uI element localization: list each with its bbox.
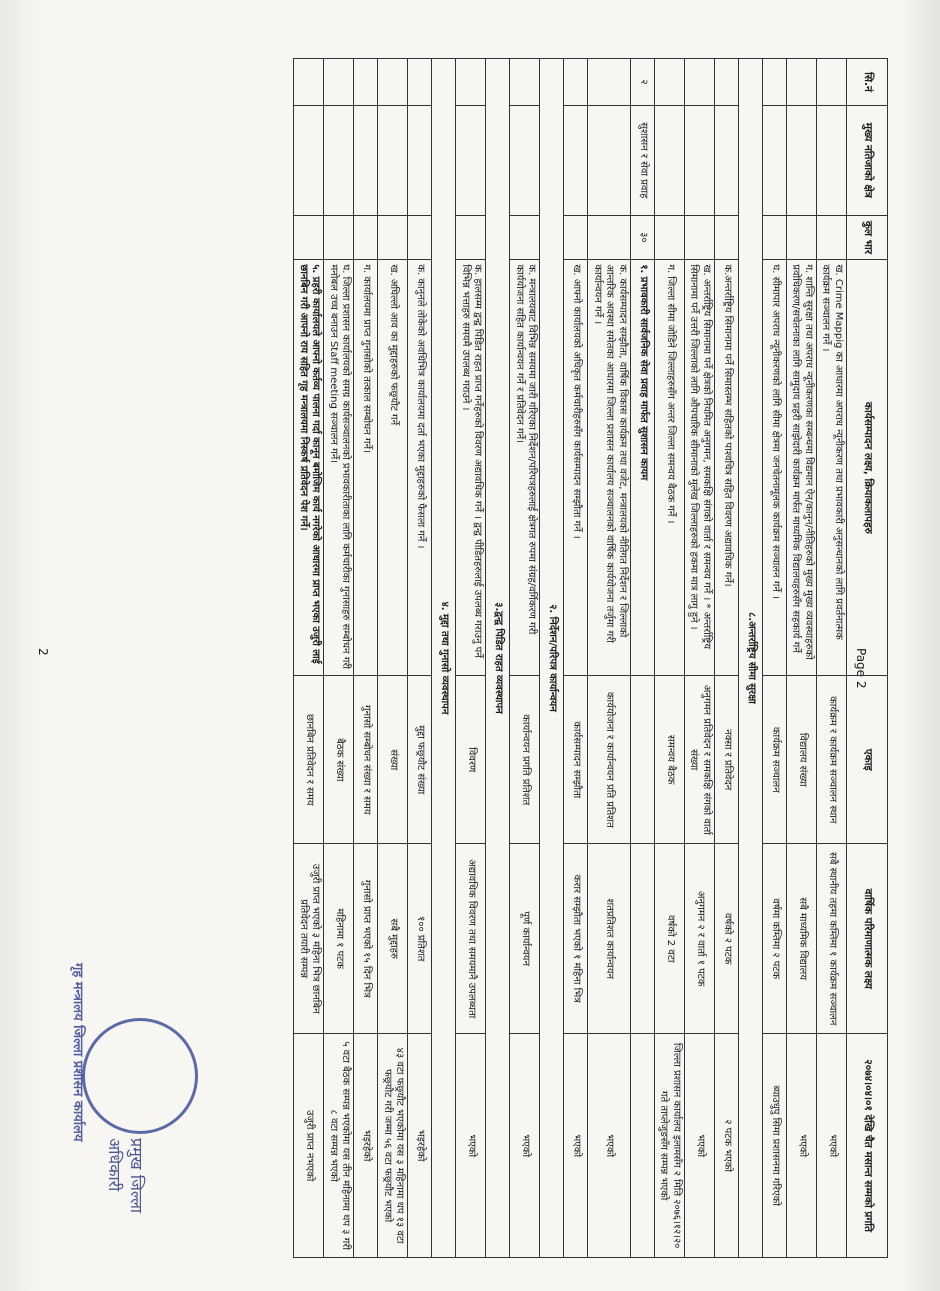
cell-target: महिनामा १ पटक (324, 844, 354, 1034)
header-unit: एकाइ (847, 676, 888, 844)
cell-progress: भएको (510, 1034, 540, 1258)
table-header-row (847, 59, 888, 1258)
cell-progress: भएको (685, 1034, 715, 1258)
cell-activity: क. हालसम्म द्वन्द्व पिडित राहत प्राप्त गर्नेहरुको विवरण अद्यावधिक गर्ने । द्वन्द्व पीडितहरुलाई उपलब्ध गराउनु पर्ने विभिन्न भत्ताहरु समयमै उपलब्ध गराउने । (456, 260, 486, 676)
cell-target: वर्षमा कम्तिमा २ पटक (763, 844, 787, 1034)
cell-unit: संख्या (378, 676, 408, 844)
cell-target: पूर्ण कार्यान्वयन (510, 844, 540, 1034)
cell-activity: ग. कार्यालयमा प्राप्त गुनासोको तत्काल सम्बोधन गर्ने। (354, 260, 378, 676)
header-sn: सि.नं (847, 59, 888, 106)
progress-table (294, 58, 889, 1258)
cell-target: सबै माध्यमिक विद्यालय (787, 844, 817, 1034)
cell-activity: क. कानुनले तोकेको अवधिभित्र कार्यालयमा दर्ता भएका मुद्दाहरुको फैसला गर्ने । (408, 260, 432, 676)
cell-weight (715, 215, 739, 260)
cell-weight (408, 215, 432, 260)
table-row (715, 59, 739, 1258)
cell-area (354, 105, 378, 215)
cell-weight (456, 215, 486, 260)
section-heading: २. निर्देशन/परिपत्र कार्यान्वयन (540, 59, 564, 1258)
cell-activity: १. प्रभावकारी सार्वजनिक सेवा प्रवाह मार्फत सुशासन कायम (631, 260, 655, 676)
table-row (324, 59, 354, 1258)
cell-progress (631, 1034, 655, 1258)
cell-area (564, 105, 588, 215)
cell-unit: विद्यालय संख्या (787, 676, 817, 844)
cell-activity: क.अन्तर्राष्ट्रिय सिमानामा पर्ने सिमास्तम्भ सहितको पाश्वचित्र सहित विवरण अद्यावधिक गर्ने। (715, 260, 739, 676)
table-row (294, 59, 324, 1258)
cell-activity: ख. Crime Mappig का आधारमा अपराध न्यूनीकरण तथा प्रभावकारी अनुसन्धानको लागि प्रवर्तनात्मक कार्यक्रम सञ्चालन गर्ने । (817, 260, 847, 676)
cell-sn (324, 59, 354, 106)
table-row (739, 59, 763, 1258)
cell-target (631, 844, 655, 1034)
cell-progress: भएको (564, 1034, 588, 1258)
cell-sn (378, 59, 408, 106)
cell-unit: विवरण (456, 676, 486, 844)
cell-weight (763, 215, 787, 260)
cell-area (787, 105, 817, 215)
table-row (486, 59, 510, 1258)
page-footer: Page 2 (854, 648, 868, 689)
cell-unit: कार्ययोजना र कार्यान्वयन प्रति प्रतिशत (588, 676, 631, 844)
cell-area (510, 105, 540, 215)
cell-area (294, 105, 324, 215)
cell-sn (354, 59, 378, 106)
cell-progress: भएको (817, 1034, 847, 1258)
cell-sn (588, 59, 631, 106)
cell-weight (685, 215, 715, 260)
cell-target: शतप्रतिशत कार्यान्वयन (588, 844, 631, 1034)
cell-weight (294, 215, 324, 260)
cell-unit: कार्यसम्पादन सम्झौता (564, 676, 588, 844)
cell-activity: घ. सीमापार अपराध न्यूनीकरणको लागि सीमा क्षेत्रमा जनचेतनामूलक कार्यक्रम सञ्चालन गर्ने । (763, 260, 787, 676)
cell-activity: ग. शान्ति सुरक्षा तथा अपराध न्यूनीकरणका सम्बन्धमा विद्यमान ऐन/कानुन/नीतिहरुको मुख्य मुख्य व्यवस्थाहरुको प्रवोधिकरण/सचेतनाका लागि सामुदाय प्रहरी साझेदारी कार्यक्रम मार्फत माध्यमिक विद्यालयहरुसँग सहकार्य गर्ने (787, 260, 817, 676)
signature: प्रमुख जिल्ला अधिकारी (105, 1138, 146, 1214)
cell-sn (456, 59, 486, 106)
table-row (354, 59, 378, 1258)
header-weight: कुल भार (847, 215, 888, 260)
stamp-text: गृह मन्त्रालय जिल्ला प्रशासन कार्यालय (70, 963, 85, 1142)
cell-progress: भएको (588, 1034, 631, 1258)
cell-progress: भएको (456, 1034, 486, 1258)
cell-area (817, 105, 847, 215)
cell-weight (324, 215, 354, 260)
cell-sn (294, 59, 324, 106)
section-heading: ४. मुद्दा तथा गुनासो व्यवस्थापन (432, 59, 456, 1258)
section-heading: ८.अन्तर्राष्ट्रिय सीमा सुरक्षा (739, 59, 763, 1258)
cell-sn (715, 59, 739, 106)
cell-sn (685, 59, 715, 106)
cell-progress: २ पटक भएको (715, 1034, 739, 1258)
table-row (378, 59, 408, 1258)
table-row (655, 59, 685, 1258)
cell-progress: भएको (787, 1034, 817, 1258)
cell-unit: समन्वय बैठक (655, 676, 685, 844)
table-row (685, 59, 715, 1258)
cell-progress: भइरहेको (354, 1034, 378, 1258)
cell-target: १०० प्रतिशत (408, 844, 432, 1034)
cell-area (378, 105, 408, 215)
table-row (510, 59, 540, 1258)
table-row (564, 59, 588, 1258)
section-heading: ३.द्वन्द्व पिडित राहत व्यवस्थापन (486, 59, 510, 1258)
cell-area (456, 105, 486, 215)
cell-activity: ख. अघिल्लो आव का मुद्दाहरुको फछ्र्यौट गर्ने (378, 260, 408, 676)
cell-weight (588, 215, 631, 260)
cell-weight: ३० (631, 215, 655, 260)
cell-progress: भइरहेको (408, 1034, 432, 1258)
cell-area (685, 105, 715, 215)
cell-unit: कार्यान्वयन प्रगति प्रतिशत (510, 676, 540, 844)
cell-target: उजुरी प्राप्त भएको ३ महिना भित्र छानबिन प्रतिवेदन तयारी सम्पन्न (294, 844, 324, 1034)
cell-weight (787, 215, 817, 260)
cell-progress: ५ वटा बैठक सम्पन्न भएकोमा यस तीन महिनामा थप ३ गरी ८ वटा सम्पन्न भएको (324, 1034, 354, 1258)
cell-unit: मुद्दा फछ्र्यौट संख्या (408, 676, 432, 844)
cell-activity: ग. जिल्ला सीमा जोडिने जिल्लाहरुसँग अन्तर जिल्ला समन्वय बैठक गर्ने । (655, 260, 685, 676)
cell-target: गुनासो प्राप्त भएको १५ दिन भित्र (354, 844, 378, 1034)
header-target: वार्षिक परिमाणात्मक लक्ष्य (847, 844, 888, 1034)
cell-target: सबै मुद्दाहरु (378, 844, 408, 1034)
cell-area (588, 105, 631, 215)
cell-area: सुशासन र सेवा प्रवाह (631, 105, 655, 215)
cell-progress: उजुरी प्राप्त नभएको (294, 1034, 324, 1258)
table-row (787, 59, 817, 1258)
cell-unit: नक्सा र प्रतिवेदन (715, 676, 739, 844)
cell-weight (817, 215, 847, 260)
cell-target: अनुगमन २ र वार्ता १ पटक (685, 844, 715, 1034)
cell-target: वर्षको २ पटक (715, 844, 739, 1034)
cell-weight (354, 215, 378, 260)
office-stamp (82, 1018, 198, 1134)
header-progress: २०७४।०४।०१ देखि चैत मसान्त सम्मको प्रगति (847, 1034, 888, 1258)
cell-progress: ब्याउधुपु सिमा प्रशासनमा गरिएको (763, 1034, 787, 1258)
cell-sn (408, 59, 432, 106)
page-number: 2 (36, 648, 50, 656)
table-row (432, 59, 456, 1258)
header-activity: कार्यसम्पादन लक्ष्य, क्रियाकलापहरु (847, 260, 888, 676)
cell-sn (763, 59, 787, 106)
cell-progress: जिल्ला प्रशासन कार्यालय इलामसँग २ मिति २०७६।१२।२० गते ताप्लेजुङसँग सम्पन्न भएको (655, 1034, 685, 1258)
cell-area (763, 105, 787, 215)
cell-unit: गुनासो सम्बोधन संख्या र समय (354, 676, 378, 844)
cell-target: अद्यावधिक विवरण तथा समयमानै उपलब्धता (456, 844, 486, 1034)
cell-progress: ४३ वटा फछ्र्यौट भएकोमा यस ३ महिनामा थप १३ वटा फछ्र्यौट गरी जम्मा ५६ वटा फछ्र्यौट भएको (378, 1034, 408, 1258)
cell-area (655, 105, 685, 215)
cell-weight (655, 215, 685, 260)
table-row (588, 59, 631, 1258)
cell-sn (787, 59, 817, 106)
cell-area (408, 105, 432, 215)
table-row (817, 59, 847, 1258)
rotated-document (66, 58, 888, 1258)
table-body (294, 59, 847, 1258)
cell-unit: कार्यक्रम सञ्चालन (763, 676, 787, 844)
table-row (763, 59, 787, 1258)
cell-unit: बैठक संख्या (324, 676, 354, 844)
cell-sn: २ (631, 59, 655, 106)
cell-target: करार सम्झौता भएको १ महिना भित्र (564, 844, 588, 1034)
cell-unit (631, 676, 655, 844)
cell-sn (564, 59, 588, 106)
cell-weight (564, 215, 588, 260)
cell-weight (378, 215, 408, 260)
table-row (408, 59, 432, 1258)
table-row (456, 59, 486, 1258)
cell-target: वर्षको 2 वटा (655, 844, 685, 1034)
cell-target: सबै स्थानीय तहमा कम्तिमा १ कार्यक्रम सञ्चालन (817, 844, 847, 1034)
table-row (540, 59, 564, 1258)
cell-activity: क. मन्त्रालयबाट विभिन्न समयमा जारी गरिएका निर्देशन/परिपत्रहरुलाई क्षेत्रगत रुपमा संग्रह/वर्गिकरण गरी कार्ययोजना सहित कार्यान्वयन गर्ने र प्रतिवेदन गर्ने। (510, 260, 540, 676)
cell-sn (655, 59, 685, 106)
cell-activity: ख. अन्तर्राष्ट्रिय सिमानामा पर्ने क्षेत्रको नियमित अनुगमन, समकक्षि संगको वार्ता र समन्वय गर्ने । * अन्तर्राष्ट्रिय सिमानामा पर्ने उत्तरी जिल्लाको लागि औपचारिक सीमानाको मुलेख जिल्लाहरुको हकमा मात्र लागु हुने । (685, 260, 715, 676)
cell-area (324, 105, 354, 215)
cell-weight (510, 215, 540, 260)
cell-sn (817, 59, 847, 106)
cell-activity: ५. प्रहरी कार्यालयले आफ्नो कर्तव्य पालना गर्दा कानून बमोजिम कार्य नगरेको आधारमा प्राप्त भएका उजुरी लाई छानबिन गरी आफ्नो राय सहित गृह मन्त्रालयमा निस्कर्ष प्रतिवेदन पेश गर्ने। (294, 260, 324, 676)
cell-unit: छानबिन प्रतिवेदन र समय (294, 676, 324, 844)
cell-unit: कार्यक्रम र कार्यक्रम सञ्चालन स्थान (817, 676, 847, 844)
cell-activity: ख. आफ्नो कार्यालयको अधिकृत कर्मचारीहरुसँग कार्यसम्पादन सम्झौता गर्ने । (564, 260, 588, 676)
cell-sn (510, 59, 540, 106)
cell-activity: घ. जिल्ला प्रशासन कार्यालयको समग्र कार्यसञ्चालनको प्रभावकारीताका लागि कर्मचारीका गुनासाहरु सम्बोधन गरी मनोबल उच्च बनाउन Staff meeting सञ्चालन गर्ने। (324, 260, 354, 676)
cell-unit: अनुगमन प्रतिवेदन र समकक्षि संगको वार्ता संख्या (685, 676, 715, 844)
table-row (631, 59, 655, 1258)
cell-activity: क. कार्यसम्पादन सम्झौता, वार्षिक विकास कार्यक्रम तथा वजेट, मन्त्रालयको नीतिगत निर्देशन र जिल्लाको आन्तरिक अवस्था समेतका आधारमा जिल्ला प्रशासन कार्यालय सञ्चालनको वार्षिक कार्ययोजना तर्जुमा गरी कार्यान्वयन गर्ने । (588, 260, 631, 676)
cell-area (715, 105, 739, 215)
header-area: मुख्य नतिजाको क्षेत्र (847, 105, 888, 215)
